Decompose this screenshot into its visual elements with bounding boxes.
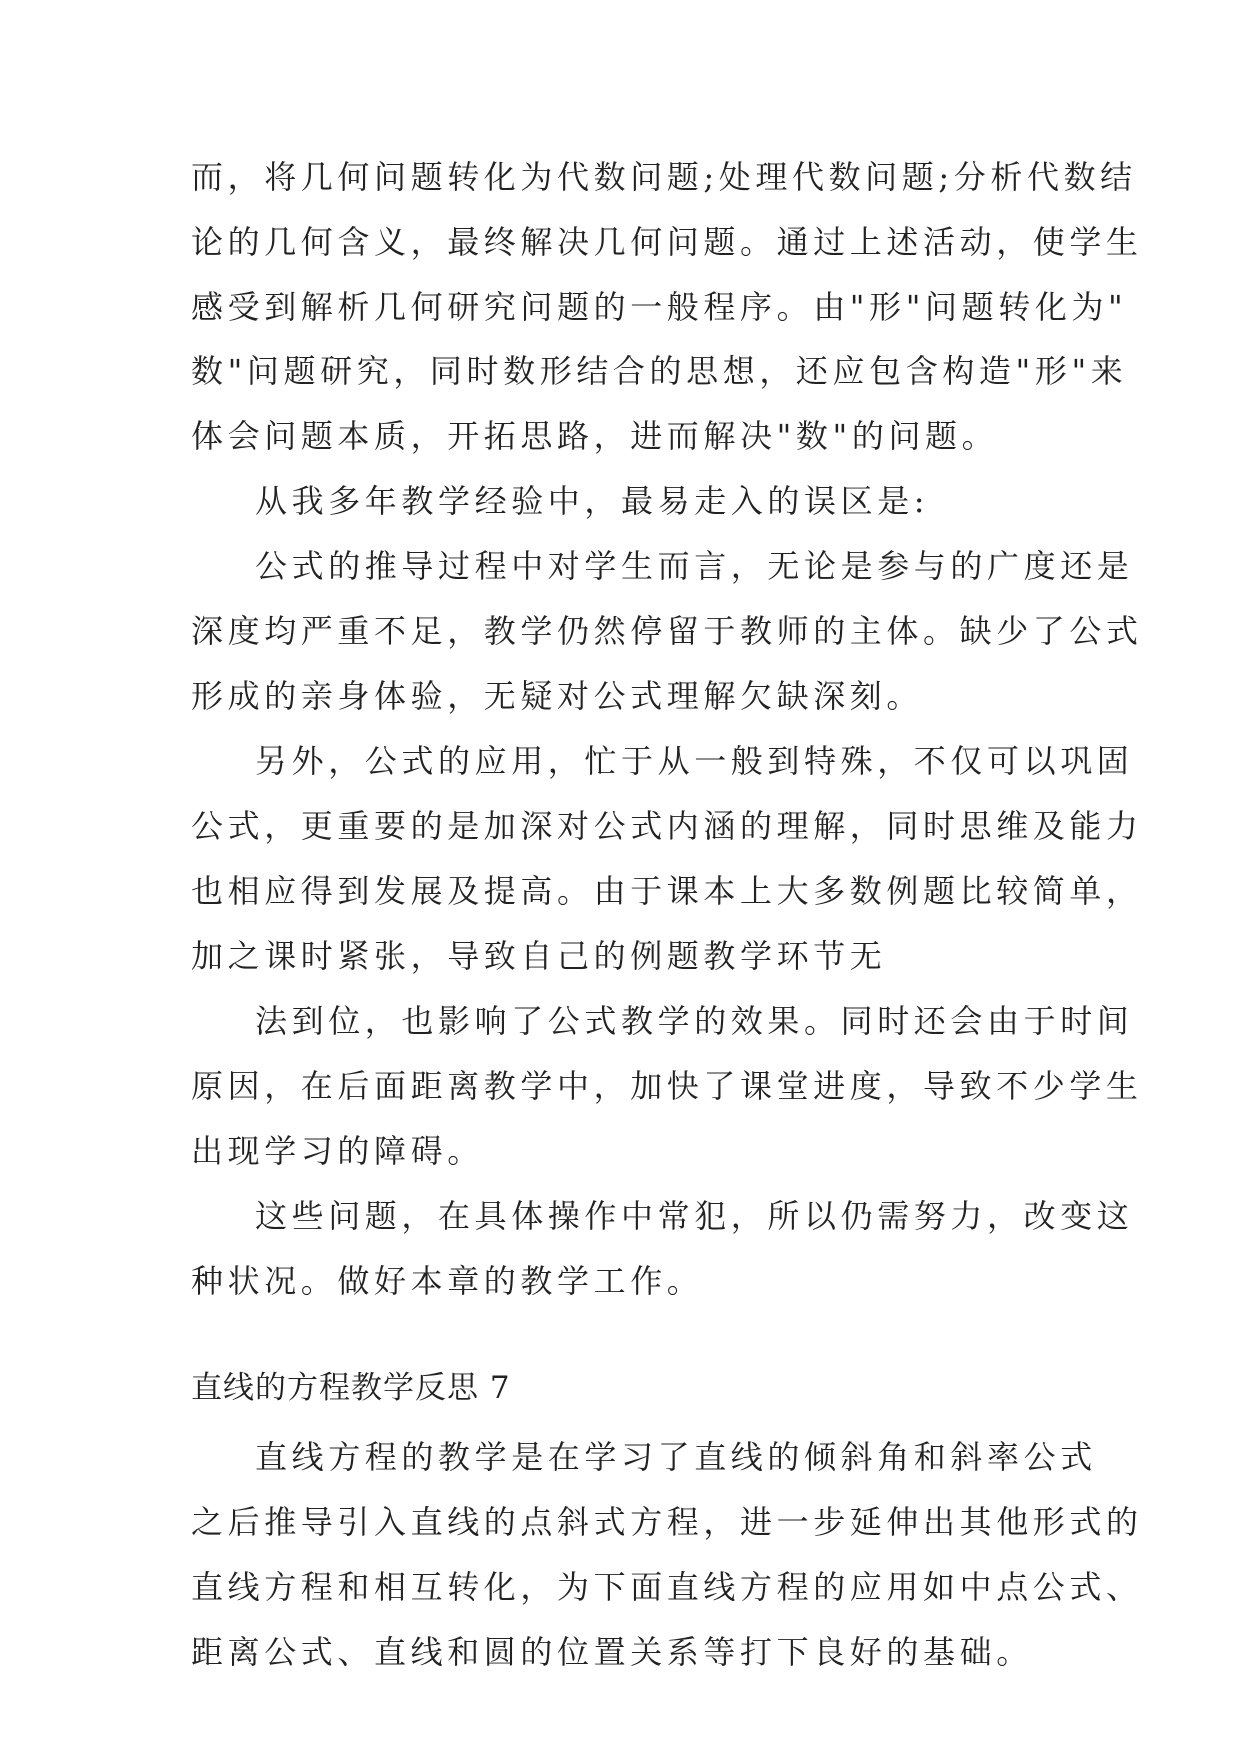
text-line: 直线方程的教学是在学习了直线的倾斜角和斜率公式 <box>255 1438 1097 1476</box>
text-line: 之后推导引入直线的点斜式方程，进一步延伸出其他形式的 <box>191 1503 1143 1541</box>
text-line: 从我多年教学经验中，最易走入的误区是: <box>255 482 930 520</box>
text-line: 而，将几何问题转化为代数问题;处理代数问题;分析代数结 <box>191 158 1137 196</box>
section-title: 直线的方程教学反思 7 <box>191 1370 511 1406</box>
text-line: 距离公式、直线和圆的位置关系等打下良好的基础。 <box>191 1633 1033 1671</box>
text-line: 公式，更重要的是加深对公式内涵的理解，同时思维及能力 <box>191 807 1143 845</box>
text-line: 这些问题，在具体操作中常犯，所以仍需努力，改变这 <box>255 1197 1134 1235</box>
text-line: 论的几何含义，最终解决几何问题。通过上述活动，使学生 <box>191 223 1143 261</box>
text-line: 另外，公式的应用，忙于从一般到特殊，不仅可以巩固 <box>255 742 1134 780</box>
text-line: 体会问题本质，开拓思路，进而解决"数"的问题。 <box>191 417 999 455</box>
text-line: 出现学习的障碍。 <box>191 1132 484 1170</box>
text-line: 公式的推导过程中对学生而言，无论是参与的广度还是 <box>255 547 1134 585</box>
text-line: 法到位，也影响了公式教学的效果。同时还会由于时间 <box>255 1002 1134 1040</box>
text-line: 感受到解析几何研究问题的一般程序。由"形"问题转化为" <box>191 288 1128 326</box>
text-line: 数"问题研究，同时数形结合的思想，还应包含构造"形"来 <box>191 352 1128 390</box>
text-line: 加之课时紧张，导致自己的例题教学环节无 <box>191 937 887 975</box>
text-line: 直线方程和相互转化，为下面直线方程的应用如中点公式、 <box>191 1568 1143 1606</box>
text-line: 也相应得到发展及提高。由于课本上大多数例题比较简单， <box>191 872 1143 910</box>
text-line: 原因，在后面距离教学中，加快了课堂进度，导致不少学生 <box>191 1067 1143 1105</box>
text-line: 深度均严重不足，教学仍然停留于教师的主体。缺少了公式 <box>191 612 1143 650</box>
text-line: 种状况。做好本章的教学工作。 <box>191 1262 704 1300</box>
text-line: 形成的亲身体验，无疑对公式理解欠缺深刻。 <box>191 677 924 715</box>
